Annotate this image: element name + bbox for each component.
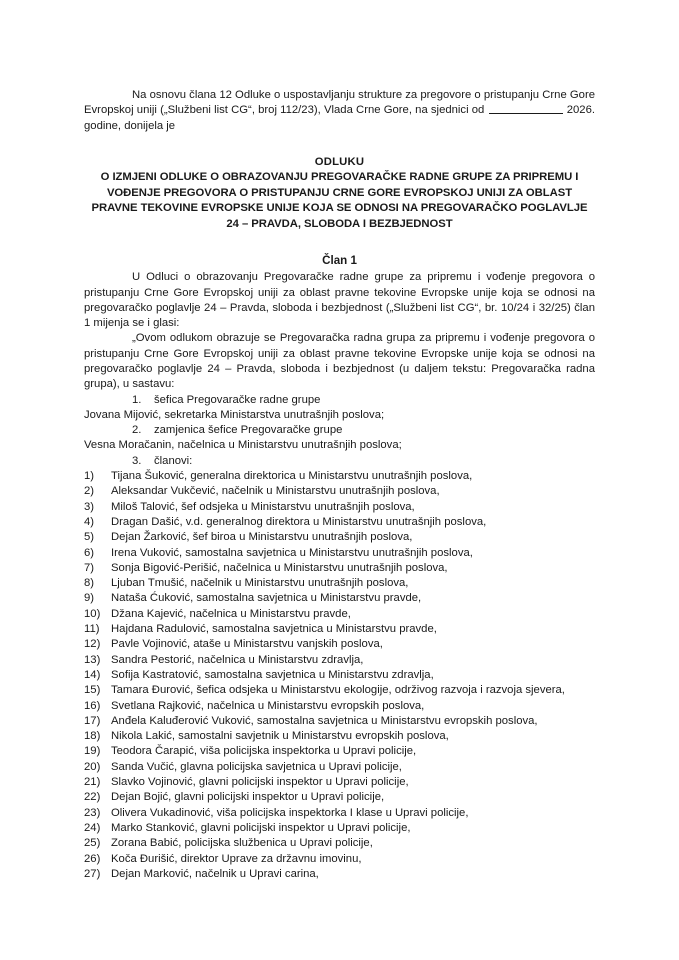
role-number: 2. — [132, 424, 142, 437]
member-list-item — [84, 591, 595, 606]
member-number: 27) — [84, 867, 101, 880]
member-number: 13) — [84, 653, 101, 666]
member-text: Nataša Ćuković, samostalna savjetnica u Ministarstvu pravde, — [111, 592, 422, 605]
member-text: Ljuban Tmušić, načelnik u Ministarstvu unutrašnjih poslova, — [111, 577, 409, 590]
member-number: 6) — [84, 546, 95, 559]
role-item — [84, 423, 595, 454]
member-text: Sanda Vučić, glavna policijska savjetnica u Upravi policije, — [111, 760, 402, 773]
article-paragraph-2: „Ovom odlukom obrazuje se Pregovaračka radna grupa za pripremu i vođenje pregovora o pristupanju Crne Gore Evropskoj uniji za oblast pravne tekovine Evropske unije koja se odnosi na pregovaračko poglavlje 24 – Pravda, sloboda i bezbjednost (u daljem tekstu: Pregovaračka radna grupa), u sastavu: — [84, 332, 595, 391]
member-list-item — [84, 699, 595, 714]
document-title-block — [84, 155, 595, 232]
member-number: 8) — [84, 577, 95, 590]
member-number: 23) — [84, 806, 101, 819]
member-text: Irena Vuković, samostalna savjetnica u Ministarstvu unutrašnjih poslova, — [111, 546, 473, 559]
member-list-item — [84, 806, 595, 821]
member-number: 24) — [84, 821, 101, 834]
member-number: 25) — [84, 837, 101, 850]
member-number: 22) — [84, 791, 101, 804]
article-paragraph-1: U Odluci o obrazovanju Pregovaračke radne grupe za pripremu i vođenje pregovora o pristupanju Crne Gore Evropskoj uniji za oblast pravne tekovine Evropske unije koja se odnosi na pregovaračko poglavlje 24 – Pravda, sloboda i bezbjednost („Službeni list CG“, br. 10/24 i 32/25) član 1 mijenja se i glasi: — [84, 271, 595, 330]
article-heading: Član 1 — [322, 253, 357, 267]
member-number: 9) — [84, 592, 95, 605]
member-list-item — [84, 760, 595, 775]
member-text: Svetlana Rajković, načelnica u Ministarstvu evropskih poslova, — [111, 699, 425, 712]
member-number: 4) — [84, 515, 95, 528]
member-number: 21) — [84, 776, 101, 789]
member-text: Dejan Bojić, glavni policijski inspektor u Upravi policije, — [111, 791, 385, 804]
role-number: 3. — [132, 454, 142, 467]
role-item — [84, 454, 595, 469]
member-list-item — [84, 836, 595, 851]
member-list-item — [84, 576, 595, 591]
member-list-item — [84, 530, 595, 545]
member-number: 12) — [84, 638, 101, 651]
member-list-item — [84, 622, 595, 637]
member-number: 14) — [84, 668, 101, 681]
member-number: 16) — [84, 699, 101, 712]
member-list-item — [84, 637, 595, 652]
member-text: Slavko Vojinović, glavni policijski inspektor u Upravi policije, — [111, 776, 409, 789]
member-text: Sonja Bigović-Perišić, načelnica u Ministarstvu unutrašnjih poslova, — [111, 561, 448, 574]
member-list-item — [84, 515, 595, 530]
member-number: 11) — [84, 623, 100, 636]
title-line-odluku: ODLUKU — [314, 155, 365, 168]
member-list-item — [84, 852, 595, 867]
member-number: 5) — [84, 531, 95, 544]
member-number: 2) — [84, 485, 95, 498]
member-text: Sofija Kastratović, samostalna savjetnica u Ministarstvu zdravlja, — [111, 668, 434, 681]
member-list-item — [84, 821, 595, 836]
member-text: Zorana Babić, policijska službenica u Upravi policije, — [111, 837, 373, 850]
member-list — [84, 469, 595, 882]
member-list-item — [84, 867, 595, 882]
date-blank-line — [489, 113, 563, 114]
role-title: članovi: — [154, 454, 193, 467]
member-list-item — [84, 744, 595, 759]
member-list-item — [84, 469, 595, 484]
preamble-text-after-blank: 2026. godine, donijela je — [84, 104, 595, 132]
member-text: Tamara Đurović, šefica odsjeka u Ministarstvu ekologije, održivog razvoja i razvoja sjevera, — [111, 684, 565, 697]
member-list-item — [84, 790, 595, 805]
member-number: 20) — [84, 760, 101, 773]
member-list-item — [84, 683, 595, 698]
member-text: Teodora Čarapić, viša policijska inspektorka u Upravi policije, — [111, 745, 417, 758]
role-title: šefica Pregovaračke radne grupe — [154, 393, 321, 406]
member-number: 26) — [84, 852, 101, 865]
member-number: 19) — [84, 745, 101, 758]
member-text: Olivera Vukadinović, viša policijska inspektorka I klase u Upravi policije, — [111, 806, 469, 819]
member-list-item — [84, 484, 595, 499]
member-list-item — [84, 561, 595, 576]
role-person: Vesna Moračanin, načelnica u Ministarstvu unutrašnjih poslova; — [84, 439, 402, 452]
member-text: Tijana Šuković, generalna direktorica u Ministarstvu unutrašnjih poslova, — [111, 470, 473, 483]
member-number: 1) — [84, 470, 95, 483]
role-person: Jovana Mijović, sekretarka Ministarstva unutrašnjih poslova; — [84, 408, 385, 421]
member-list-item — [84, 546, 595, 561]
title-line-subject: O IZMJENI ODLUKE O OBRAZOVANJU PREGOVARAČKE RADNE GRUPE ZA PRIPREMU I VOĐENJE PREGOVORA O PRISTUPANJU CRNE GORE EVROPSKOJ UNIJI ZA OBLAST PRAVNE TEKOVINE EVROPSKE UNIJE KOJA SE ODNOSI NA PREGOVARAČKO POGLAVLJE 24 – PRAVDA, SLOBODA I BEZBJEDNOST — [91, 171, 588, 230]
member-list-item — [84, 668, 595, 683]
role-title: zamjenica šefice Pregovaračke grupe — [154, 424, 343, 437]
member-list-item — [84, 775, 595, 790]
member-number: 10) — [84, 607, 101, 620]
member-list-item — [84, 714, 595, 729]
member-text: Marko Stanković, glavni policijski inspektor u Upravi policije, — [111, 821, 411, 834]
member-text: Sandra Pestorić, načelnica u Ministarstvu zdravlja, — [111, 653, 364, 666]
member-number: 18) — [84, 730, 101, 743]
document-body — [84, 88, 595, 882]
preamble-paragraph — [84, 88, 595, 134]
member-list-item — [84, 729, 595, 744]
member-text: Nikola Lakić, samostalni savjetnik u Ministarstvu evropskih poslova, — [111, 730, 449, 743]
member-list-item — [84, 653, 595, 668]
member-text: Koča Đurišić, direktor Uprave za državnu imovinu, — [111, 852, 362, 865]
member-text: Dejan Žarković, šef biroa u Ministarstvu unutrašnjih poslova, — [111, 531, 413, 544]
member-number: 17) — [84, 714, 101, 727]
member-number: 3) — [84, 500, 95, 513]
member-text: Anđela Kaluđerović Vuković, samostalna savjetnica u Ministarstvu evropskih poslova, — [111, 714, 538, 727]
member-text: Džana Kajević, načelnica u Ministarstvu pravde, — [111, 607, 351, 620]
member-number: 15) — [84, 684, 101, 697]
member-text: Miloš Talović, šef odsjeka u Ministarstvu unutrašnjih poslova, — [111, 500, 415, 513]
role-list — [84, 393, 595, 469]
role-item — [84, 393, 595, 424]
member-text: Aleksandar Vukčević, načelnik u Ministarstvu unutrašnjih poslova, — [111, 485, 440, 498]
member-text: Pavle Vojinović, ataše u Ministarstvu vanjskih poslova, — [111, 638, 383, 651]
role-number: 1. — [132, 393, 142, 406]
member-text: Dragan Dašić, v.d. generalnog direktora u Ministarstvu unutrašnjih poslova, — [111, 515, 487, 528]
member-text: Dejan Marković, načelnik u Upravi carina, — [111, 867, 319, 880]
member-text: Hajdana Radulović, samostalna savjetnica u Ministarstvu pravde, — [111, 623, 437, 636]
member-number: 7) — [84, 561, 95, 574]
preamble-text-before-blank: Na osnovu člana 12 Odluke o uspostavljanju strukture za pregovore o pristupanju Crne Gore Evropskoj uniji („Službeni list CG“, broj 112/23), Vlada Crne Gore, na sjednici od — [84, 89, 595, 117]
member-list-item — [84, 607, 595, 622]
member-list-item — [84, 500, 595, 515]
